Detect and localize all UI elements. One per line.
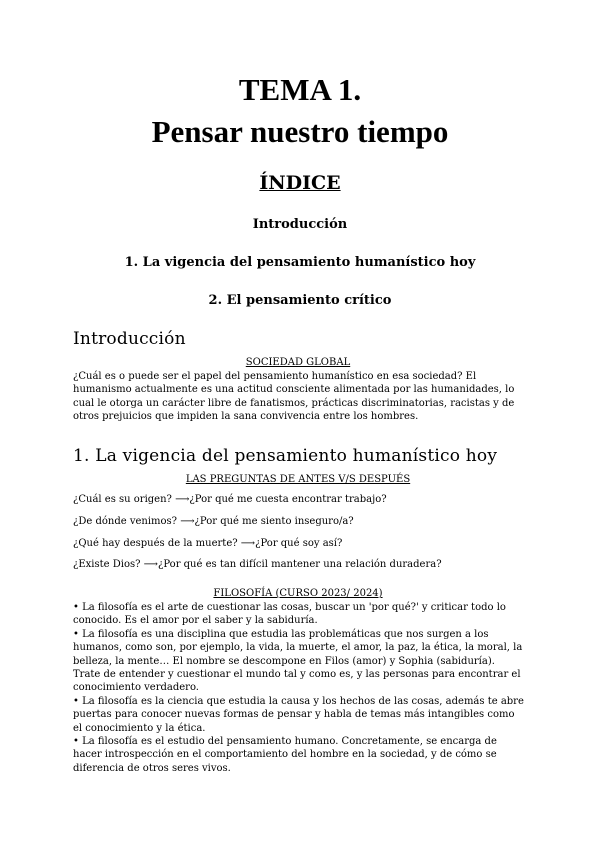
list-item: • La filosofía es el arte de cuestionar las cosas, buscar un 'por qué?' y criticar todo lo conocido. Es el amor por el saber y la sabiduría. — [73, 602, 506, 627]
intro-subheading: SOCIEDAD GLOBAL — [245, 357, 351, 368]
intro-heading: Introducción — [73, 329, 186, 349]
question-1: ¿Cuál es su origen? ⟶¿Por qué me cuesta encontrar trabajo? — [73, 494, 387, 505]
question-3: ¿Qué hay después de la muerte? ⟶¿Por qué soy así? — [73, 538, 343, 549]
index-heading: ÍNDICE — [259, 172, 341, 194]
toc-item-2: 2. El pensamiento crítico — [208, 293, 392, 308]
question-2: ¿De dónde venimos? ⟶¿Por qué me siento inseguro/a? — [73, 516, 354, 527]
section1-heading: 1. La vigencia del pensamiento humanístico hoy — [73, 446, 498, 466]
intro-paragraph: ¿Cuál es o puede ser el papel del pensamiento humanístico en esa sociedad? El humanismo actualmente es una actitud consciente alimentada por las humanidades, lo cual le otorga un carácter libre de fanatismos, prácticas discriminatorias, racistas y de otros prejuicios que impiden la sana convivencia entre los hombres. — [73, 371, 515, 423]
toc-item-1: 1. La vigencia del pensamiento humanístico hoy — [124, 255, 476, 270]
list-item: • La filosofía es una disciplina que estudia las problemáticas que nos surgen a los humanos, como son, por ejemplo, la vida, la muerte, el amor, la paz, la ética, la moral, la belleza, la mente… El nombre se descompone en Filos (amor) y Sophia (sabiduría). Trate de entender y cuestionar el mundo tal y como es, y las personas para encontrar el conocimiento verdadero. — [73, 628, 523, 694]
question-4: ¿Existe Dios? ⟶¿Por qué es tan difícil mantener una relación duradera? — [73, 559, 442, 570]
philosophy-list — [73, 601, 525, 775]
section1-subheading: LAS PREGUNTAS DE ANTES V/S DESPUÉS — [185, 474, 411, 485]
philosophy-heading: FILOSOFÍA (CURSO 2023/ 2024) — [213, 588, 383, 599]
toc-item-intro: Introducción — [252, 217, 348, 232]
title-line-1: TEMA 1. — [238, 72, 362, 107]
list-item: • La filosofía es el estudio del pensamiento humano. Concretamente, se encarga de hacer introspección en el comportamiento del hombre en la sociedad, y de cómo se diferencia de otros seres vivos. — [73, 736, 497, 774]
list-item: • La filosofía es la ciencia que estudia la causa y los hechos de las cosas, además te abre puertas para conocer nuevas formas de pensar y habla de temas más intangibles como el conocimiento y la ética. — [73, 695, 524, 734]
title-line-2: Pensar nuestro tiempo — [151, 114, 449, 149]
